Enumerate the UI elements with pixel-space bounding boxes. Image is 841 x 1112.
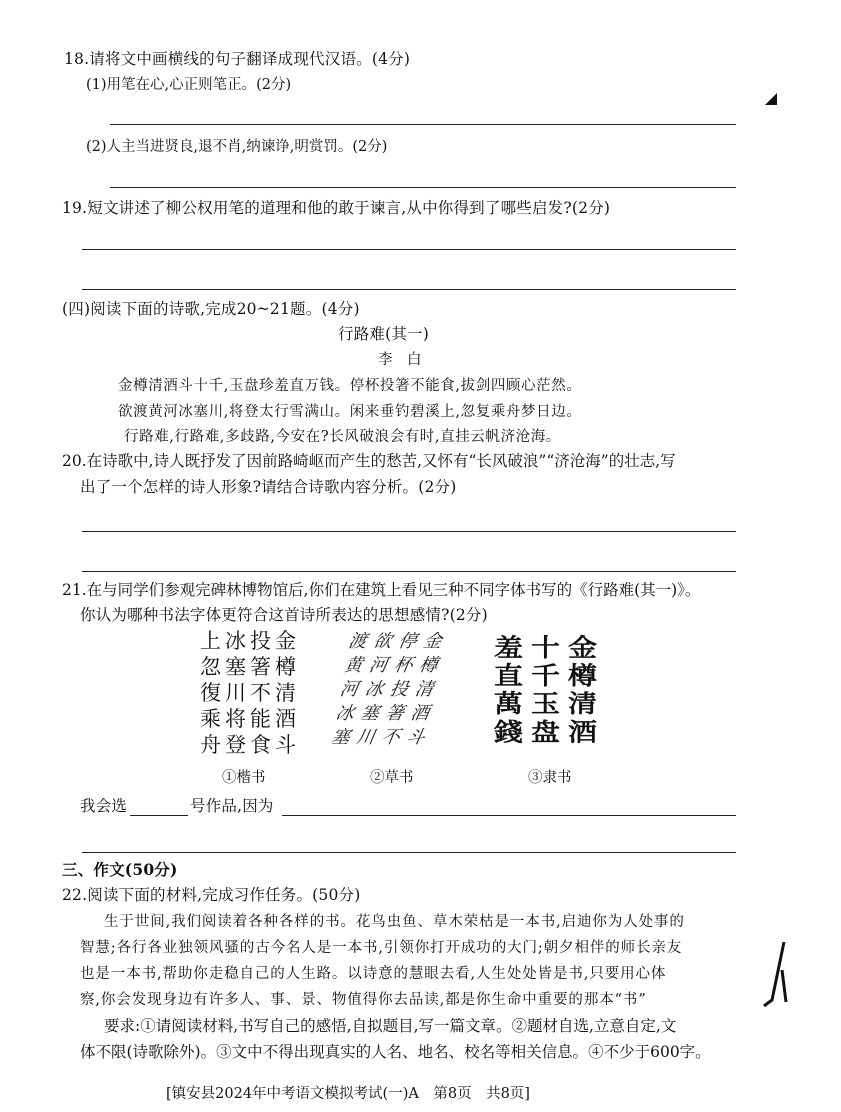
- choice-blank[interactable]: [130, 815, 188, 816]
- sample-row: 直千樽: [494, 661, 606, 691]
- material-line: 察,你会发现身边有许多人、事、景、物值得你去品读,都是你生命中重要的那本“书”: [80, 992, 647, 1008]
- section4-heading: (四)阅读下面的诗歌,完成20~21题。(4分): [62, 300, 360, 318]
- sample-row: 上冰投金: [200, 629, 300, 653]
- q18-part1: (1)用笔在心,心正则笔正。(2分): [86, 77, 292, 93]
- q18-stem: 18.请将文中画横线的句子翻译成现代汉语。(4分): [64, 50, 411, 68]
- sample-row: 復川不清: [200, 681, 300, 705]
- page-footer: [镇安县2024年中考语文模拟考试(一)A 第8页 共8页]: [166, 1086, 530, 1102]
- q18-part2: (2)人主当进贤良,退不肖,纳谏诤,明赏罚。(2分): [86, 139, 388, 155]
- q19-stem: 19.短文讲述了柳公权用笔的道理和他的敢于谏言,从中你得到了哪些启发?(2分): [62, 199, 611, 217]
- sample-row: 忽塞箸樽: [200, 655, 300, 679]
- material-line: 也是一本书,帮助你走稳自己的人生路。以诗意的慧眼去看,人生处处皆是书,只要用心体: [80, 966, 667, 982]
- answer-line[interactable]: [82, 531, 736, 532]
- sample-row: 舟登食斗: [200, 733, 300, 757]
- q21-stem-line1: 21.在与同学们参观完碑林博物馆后,你们在建筑上看见三种不同字体书写的《行路难(其一)》。: [62, 581, 701, 599]
- sample-row: 渡欲停金: [346, 631, 451, 652]
- sample-label: ②草书: [370, 770, 414, 786]
- poem-line: 金樽清酒斗十千,玉盘珍羞直万钱。停杯投箸不能食,拔剑四顾心茫然。: [118, 378, 582, 394]
- poem-author: 李 白: [378, 352, 422, 368]
- reason-blank[interactable]: [282, 815, 736, 816]
- answer-line[interactable]: [110, 187, 736, 188]
- answer-line[interactable]: [82, 852, 736, 853]
- q21-answer-middle: 号作品,因为: [190, 797, 274, 815]
- sample-label: ③隶书: [528, 770, 572, 786]
- sample-row: 羞十金: [494, 633, 606, 663]
- sample-row: 萬玉清: [494, 689, 606, 719]
- q21-stem-line2: 你认为哪种书法字体更符合这首诗所表达的思想感情?(2分): [80, 606, 488, 624]
- q22-stem: 22.阅读下面的材料,完成习作任务。(50分): [62, 886, 361, 904]
- sample-label: ①楷书: [222, 770, 266, 786]
- answer-line[interactable]: [82, 249, 736, 250]
- sample-row: 乘将能酒: [200, 707, 300, 731]
- material-line: 生于世间,我们阅读着各种各样的书。花鸟虫鱼、草木荣枯是一本书,启迪你为人处事的: [104, 914, 685, 930]
- margin-stroke-icon: [760, 940, 794, 1012]
- sample-row: 冰塞箸酒: [334, 703, 438, 724]
- q20-stem-line1: 20.在诗歌中,诗人既抒发了因前路崎岖而产生的愁苦,又怀有“长风破浪”“济沧海”的壮志,写: [62, 452, 676, 470]
- q21-answer-prefix: 我会选: [80, 797, 128, 815]
- poem-line: 欲渡黄河冰塞川,将登太行雪满山。闲来垂钓碧溪上,忽复乘舟梦日边。: [118, 404, 582, 420]
- material-line: 智慧;各行各业独领风骚的古今名人是一本书,引领你打开成功的大门;朝夕相伴的师长亲友: [80, 940, 683, 956]
- sample-row: 錢盘酒: [494, 717, 606, 747]
- sample-row: 塞川不斗: [329, 727, 434, 748]
- requirement-line: 体不限(诗歌除外)。③文中不得出现真实的人名、地名、校名等相关信息。④不少于600字。: [80, 1043, 711, 1061]
- sample-row: 黄河杯樽: [342, 655, 447, 676]
- q20-stem-line2: 出了一个怎样的诗人形象?请结合诗歌内容分析。(2分): [80, 478, 457, 496]
- section3-heading: 三、作文(50分): [62, 860, 178, 879]
- corner-mark-icon: [764, 92, 778, 106]
- answer-line[interactable]: [82, 289, 736, 290]
- answer-line[interactable]: [110, 124, 736, 125]
- sample-row: 河冰投清: [338, 679, 442, 700]
- poem-title: 行路难(其一): [338, 325, 429, 343]
- poem-line: 行路难,行路难,多歧路,今安在?长风破浪会有时,直挂云帆济沧海。: [124, 429, 561, 445]
- answer-line[interactable]: [82, 571, 736, 572]
- requirement-line: 要求:①请阅读材料,书写自己的感悟,自拟题目,写一篇文章。②题材自选,立意自定,文: [104, 1017, 677, 1035]
